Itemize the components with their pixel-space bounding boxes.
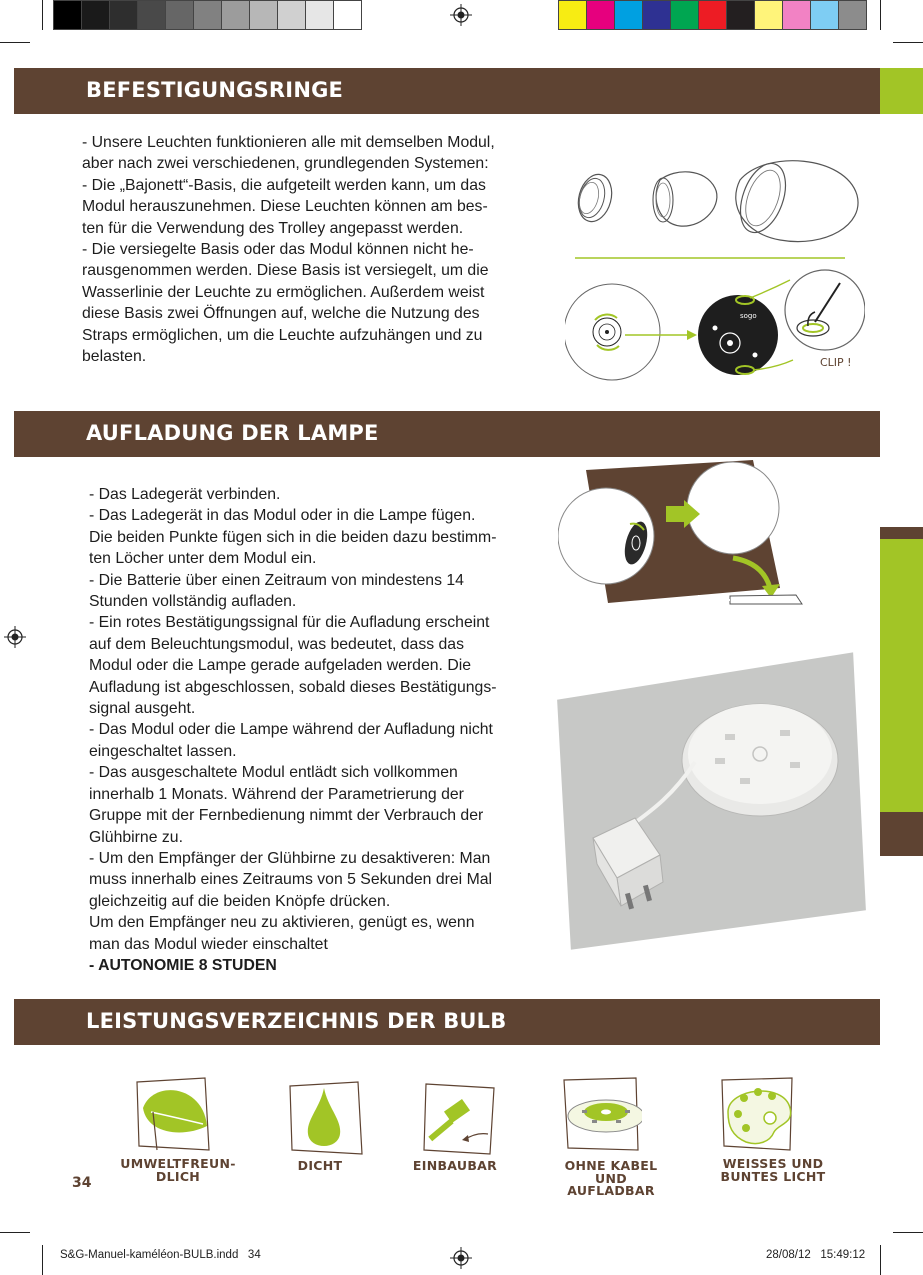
small-lamp-drawing (653, 172, 717, 226)
color-swatch (726, 0, 755, 30)
crop-mark (42, 1245, 43, 1275)
charging-illustration (558, 458, 810, 658)
feature-label-wireless (548, 1160, 674, 1198)
text-line: - Das Modul oder die Lampe während der Aufladung nicht (89, 721, 493, 739)
lamp-parts-illustration (565, 140, 865, 400)
text-line: - Das ausgeschaltete Modul entlädt sich vollkommen (89, 764, 458, 782)
text-line: eingeschaltet lassen. (89, 742, 237, 760)
feature-label-line: UMWELTFREUN- (120, 1156, 236, 1171)
text-line: Straps ermöglichen, um die Leuchte aufzuhängen und zu (82, 326, 483, 344)
water-drop-icon (286, 1080, 366, 1160)
section2-body (89, 484, 569, 976)
text-line: - Das Ladegerät verbinden. (89, 486, 281, 503)
text-line: Modul herauszunehmen. Diese Leuchten können am bes- (82, 198, 488, 216)
feature-label-line: DLICH (155, 1168, 201, 1184)
crop-mark (893, 42, 923, 43)
gray-swatch (81, 0, 110, 30)
section-header-aufladung (14, 411, 880, 457)
text-line: - Ein rotes Bestätigungssignal für die Aufladung erscheint (89, 614, 490, 632)
gray-swatch (137, 0, 166, 30)
leaf-icon (133, 1076, 213, 1156)
strap-zoom-drawing (785, 270, 865, 350)
large-lamp-drawing (732, 157, 858, 241)
text-line: belasten. (82, 348, 147, 366)
hammer-icon (420, 1080, 500, 1160)
feature-label-line: WEISSES UND (722, 1156, 824, 1171)
crop-mark (42, 0, 43, 30)
gray-swatch (109, 0, 138, 30)
text-line: gleichzeitig auf die beiden Knöpfe drücken. (89, 892, 391, 910)
side-tab-brown (880, 812, 923, 856)
gray-swatch (221, 0, 250, 30)
color-swatch (810, 0, 839, 30)
text-line: ten für die Verwendung des Trolley angepasst werden. (82, 219, 464, 237)
text-line: - Um den Empfänger der Glühbirne zu desaktiveren: Man (89, 849, 491, 867)
registration-mark-icon (450, 1247, 472, 1269)
feature-label-eco (108, 1158, 248, 1183)
page-number: 34 (72, 1175, 92, 1191)
gray-swatch (53, 0, 82, 30)
text-line: Aufladung ist abgeschlossen, sobald dieses Bestätigungs- (89, 678, 497, 696)
side-tab-green (880, 539, 923, 812)
text-line: - Unsere Leuchten funktionieren alle mit demselben Modul, (82, 134, 495, 151)
feature-label-line: EINBAUBAR (412, 1158, 498, 1173)
text-line: - Die versiegelte Basis oder das Modul können nicht he- (82, 241, 474, 259)
color-swatch (558, 0, 587, 30)
text-line: muss innerhalb eines Zeitraums von 5 Sekunden drei Mal (89, 871, 493, 889)
text-line: Gruppe mit der Fernbedienung nimmt der Verbrauch der (89, 807, 484, 825)
svg-text:sogo: sogo (740, 312, 757, 320)
color-swatch (670, 0, 699, 30)
registration-mark-icon (4, 626, 26, 648)
text-line: innerhalb 1 Monats. Während der Parametrierung der (89, 785, 464, 803)
text-line: rausgenommen werden. Diese Basis ist versiegelt, um die (82, 262, 489, 280)
feature-label-line: UND (595, 1170, 627, 1186)
section1-body (82, 132, 562, 367)
cmyk-color-bar (558, 0, 870, 30)
autonomy-note: - AUTONOMIE 8 STUDEN (89, 956, 277, 974)
registration-mark-icon (450, 4, 472, 26)
section-title: BEFESTIGUNGSRINGE (86, 78, 344, 102)
color-swatch (614, 0, 643, 30)
gray-swatch (249, 0, 278, 30)
feature-label-line: AUFLADBAR (567, 1183, 655, 1198)
text-line: signal ausgeht. (89, 700, 196, 718)
color-swatch (754, 0, 783, 30)
feature-label-waterproof (280, 1160, 360, 1173)
feature-label-line: DICHT (297, 1158, 343, 1173)
color-swatch (782, 0, 811, 30)
crop-mark (880, 1245, 881, 1275)
text-line: Die beiden Punkte fügen sich in die beiden dazu bestimm- (89, 528, 497, 546)
crop-mark (893, 1232, 923, 1233)
text-line: - Das Ladegerät in das Modul oder in die Lampe fügen. (89, 507, 476, 525)
charger-module-photo (555, 650, 870, 955)
crop-mark (880, 0, 881, 30)
gray-swatch (193, 0, 222, 30)
text-line: diese Basis zwei Öffnungen auf, welche die Nutzung des (82, 305, 480, 323)
palette-icon (718, 1074, 798, 1154)
grayscale-color-bar (53, 0, 363, 30)
text-line: man das Modul wieder einschaltet (89, 935, 328, 953)
gray-swatch (277, 0, 306, 30)
feature-label-line: OHNE KABEL (564, 1158, 658, 1173)
sealed-base-drawing (565, 284, 697, 380)
bayonet-ring-drawing (573, 171, 616, 226)
footer-datetime: 28/08/12 15:49:12 (766, 1249, 866, 1261)
charger-plug-drawing (692, 595, 802, 605)
color-swatch (838, 0, 867, 30)
gray-swatch (305, 0, 334, 30)
gray-swatch (165, 0, 194, 30)
module-closeup-drawing (698, 280, 793, 375)
text-line: Stunden vollständig aufladen. (89, 593, 297, 611)
crop-mark (0, 42, 30, 43)
text-line: auf dem Beleuchtungsmodul, was bedeutet, dass das (89, 635, 464, 653)
wireless-disc-icon (562, 1076, 642, 1156)
text-line: - Die „Bajonett“-Basis, die aufgeteilt werden kann, um das (82, 176, 486, 194)
text-line: ten Löcher unter dem Modul ein. (89, 550, 317, 568)
side-tab-green (880, 68, 923, 114)
section-header-leistungsverzeichnis (14, 999, 880, 1045)
color-swatch (698, 0, 727, 30)
text-line: Wasserlinie der Leuchte zu ermöglichen. Außerdem weist (82, 283, 485, 301)
feature-label-line: BUNTES LICHT (720, 1168, 826, 1184)
text-line: aber nach zwei verschiedenen, grundlegenden Systemen: (82, 155, 489, 173)
feature-label-light (710, 1158, 836, 1183)
text-line: Modul oder die Lampe gerade aufgeladen werden. Die (89, 657, 472, 675)
color-swatch (586, 0, 615, 30)
gray-swatch (333, 0, 362, 30)
section-title: LEISTUNGSVERZEICHNIS DER BULB (86, 1009, 507, 1033)
clip-label: CLIP ! (820, 356, 852, 369)
feature-label-installable (400, 1160, 510, 1173)
footer-filename: S&G-Manuel-kaméléon-BULB.indd 34 (60, 1249, 261, 1261)
text-line: - Die Batterie über einen Zeitraum von mindestens 14 (89, 571, 464, 589)
crop-mark (0, 1232, 30, 1233)
text-line: Um den Empfänger neu zu aktivieren, genügt es, wenn (89, 914, 475, 932)
side-tab-brown (880, 527, 923, 539)
text-line: Glühbirne zu. (89, 828, 183, 846)
section-header-befestigungsringe (14, 68, 880, 114)
section-title: AUFLADUNG DER LAMPE (86, 421, 379, 445)
color-swatch (642, 0, 671, 30)
